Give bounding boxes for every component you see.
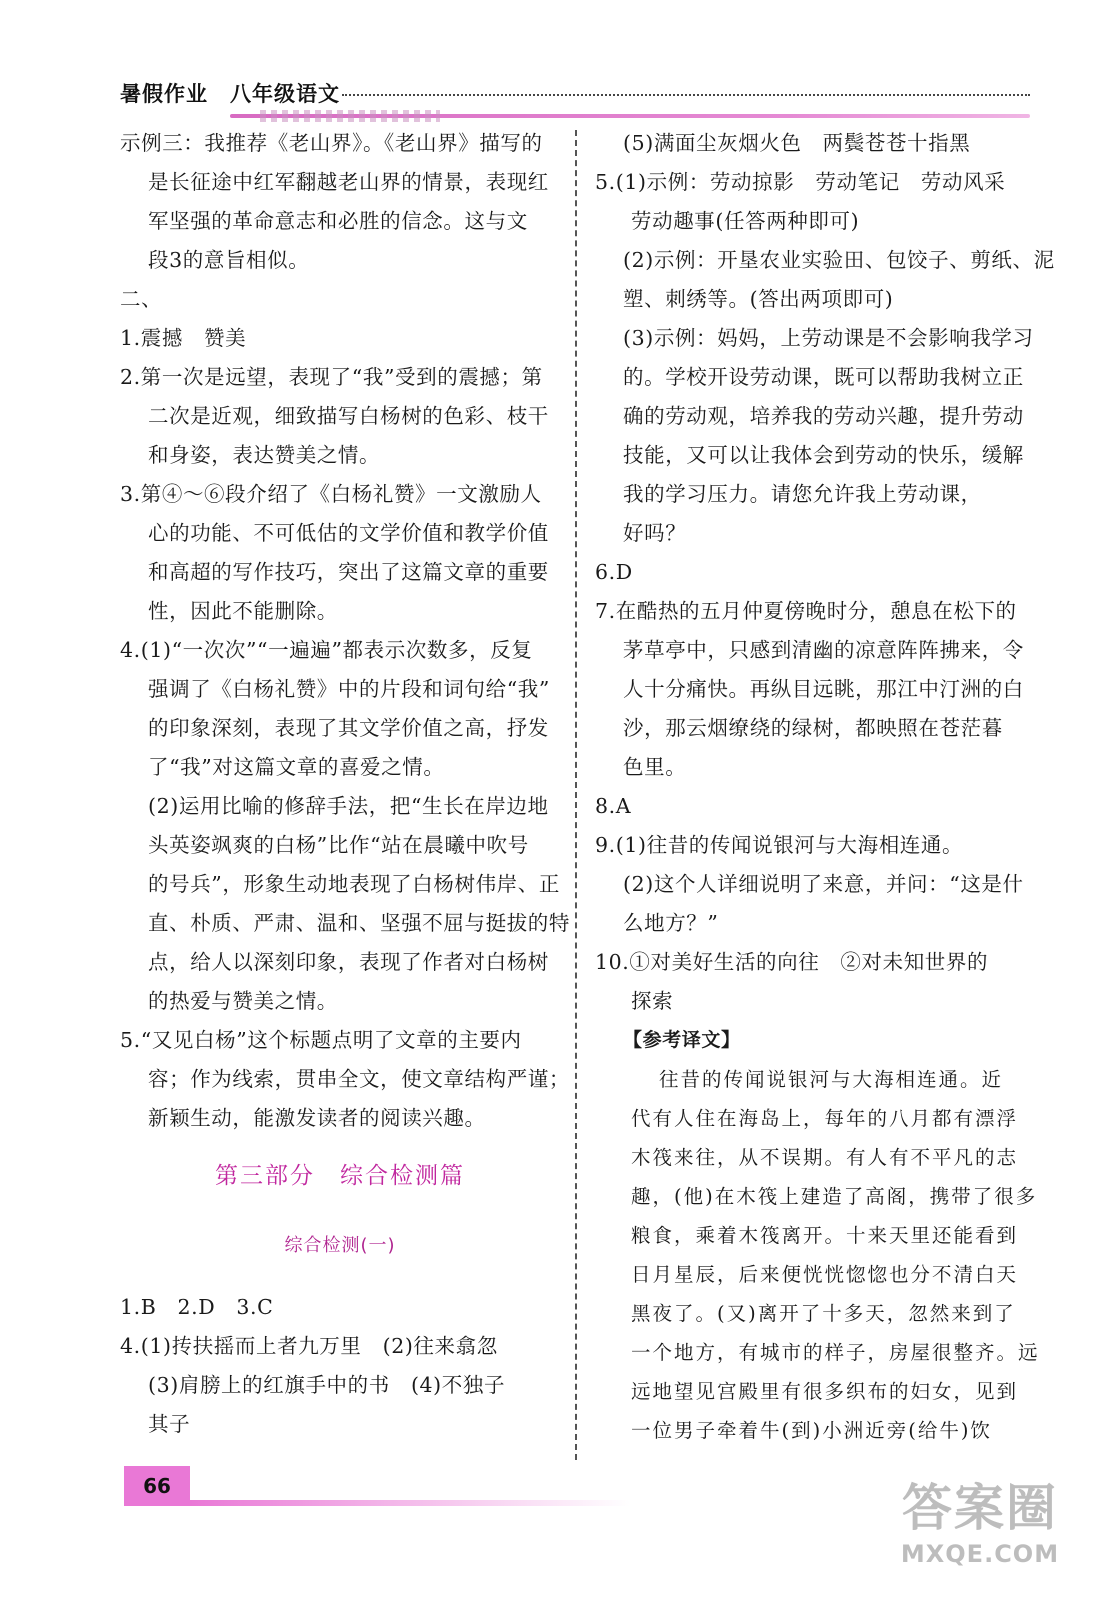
text-line: (3)肩膀上的红旗手中的书 (4)不独子 bbox=[148, 1373, 506, 1397]
translation-line: 粮食，乘着木筏离开。十来天里还能看到 bbox=[631, 1224, 1019, 1247]
text-line: 确的劳动观，培养我的劳动兴趣，提升劳动 bbox=[623, 404, 1024, 428]
translation-line: 一位男子牵着牛(到)小洲近旁(给牛)饮 bbox=[631, 1419, 992, 1442]
section-marker: 二、 bbox=[120, 287, 163, 311]
text-line: 和高超的写作技巧，突出了这篇文章的重要 bbox=[148, 560, 549, 584]
answer-item: 1.B 2.D 3.C bbox=[120, 1295, 274, 1319]
answer-item: 6.D bbox=[595, 560, 633, 584]
text-line: 是长征途中红军翻越老山界的情景，表现红 bbox=[148, 170, 549, 194]
answer-item: 8.A bbox=[595, 794, 632, 818]
text-line: 段3的意旨相似。 bbox=[148, 248, 310, 272]
text-line: 新颖生动，能激发读者的阅读兴趣。 bbox=[148, 1106, 486, 1130]
text-line: 人十分痛快。再纵目远眺，那江中汀洲的白 bbox=[623, 677, 1024, 701]
text-line: 探索 bbox=[631, 989, 674, 1013]
answer-item: 5.“又见白杨”这个标题点明了文章的主要内 bbox=[120, 1028, 522, 1052]
answer-item: 7.在酷热的五月仲夏傍晚时分，憩息在松下的 bbox=[595, 599, 1017, 623]
header-dotted-rule bbox=[342, 94, 1030, 96]
text-line: 塑、刺绣等。(答出两项即可) bbox=[623, 287, 894, 311]
answer-item: 2.第一次是远望，表现了“我”受到的震撼；第 bbox=[120, 365, 543, 389]
header-pattern bbox=[260, 110, 440, 122]
text-line: 和身姿，表达赞美之情。 bbox=[148, 443, 381, 467]
column-divider bbox=[575, 130, 577, 1460]
text-line: 直、朴质、严肃、温和、坚强不屈与挺拔的特 bbox=[148, 911, 570, 935]
text-line: 二次是近观，细致描写白杨树的色彩、枝干 bbox=[148, 404, 549, 428]
text-line: 其子 bbox=[148, 1412, 191, 1436]
text-line: 茅草亭中，只感到清幽的凉意阵阵拂来，令 bbox=[623, 638, 1024, 662]
answer-item: 9.(1)往昔的传闻说银河与大海相连通。 bbox=[595, 833, 964, 857]
translation-line: 代有人住在海岛上，每年的八月都有漂浮 bbox=[631, 1107, 1019, 1130]
left-column bbox=[120, 124, 570, 1444]
text-line: 的印象深刻，表现了其文学价值之高，抒发 bbox=[148, 716, 549, 740]
text-line: 的号兵”，形象生动地表现了白杨树伟岸、正 bbox=[148, 872, 560, 896]
answer-item: 1.震撼 赞美 bbox=[120, 326, 247, 350]
text-line: 我的学习压力。请您允许我上劳动课， bbox=[623, 482, 982, 506]
text-line: 技能，又可以让我体会到劳动的快乐，缓解 bbox=[623, 443, 1024, 467]
header-decor-bar bbox=[120, 110, 1030, 124]
text-line: 么地方？” bbox=[623, 911, 719, 935]
text-line: 示例三：我推荐《老山界》。《老山界》描写的 bbox=[120, 131, 543, 155]
right-column bbox=[595, 124, 1055, 1450]
translation-line: 木筏来往，从不误期。有人有不平凡的志 bbox=[631, 1146, 1019, 1169]
text-line: 性，因此不能删除。 bbox=[148, 599, 338, 623]
header-title: 暑假作业 八年级语文 bbox=[120, 82, 340, 106]
text-line: 强调了《白杨礼赞》中的片段和词句给“我” bbox=[148, 677, 550, 701]
translation-line: 黑夜了。(又)离开了十多天，忽然来到了 bbox=[631, 1302, 1016, 1325]
answer-item: 10.①对美好生活的向往 ②对未知世界的 bbox=[595, 950, 989, 974]
answer-item: 4.(1)“一次次”“一遍遍”都表示次数多，反复 bbox=[120, 638, 533, 662]
text-line: (5)满面尘灰烟火色 两鬓苍苍十指黑 bbox=[623, 131, 971, 155]
translation-line: 往昔的传闻说银河与大海相连通。近 bbox=[659, 1068, 1004, 1091]
text-line: 沙，那云烟缭绕的绿树，都映照在苍茫暮 bbox=[623, 716, 1003, 740]
text-line: 的热爱与赞美之情。 bbox=[148, 989, 338, 1013]
watermark bbox=[895, 1478, 1065, 1586]
watermark-logo: 答案圈 bbox=[902, 1479, 1058, 1537]
answer-item: 5.(1)示例：劳动掠影 劳动笔记 劳动风采 bbox=[595, 170, 1006, 194]
translation-line: 一个地方，有城市的样子，房屋很整齐。远 bbox=[631, 1341, 1040, 1364]
page-number: 66 bbox=[124, 1466, 190, 1506]
footer-rule bbox=[190, 1500, 630, 1506]
section-title: 第三部分 综合检测篇 bbox=[215, 1163, 465, 1189]
sub-title: 综合检测(一) bbox=[284, 1235, 396, 1256]
text-line: 头英姿飒爽的白杨”比作“站在晨曦中吹号 bbox=[148, 833, 529, 857]
text-line: (2)这个人详细说明了来意，并问：“这是什 bbox=[623, 872, 1024, 896]
watermark-site: MXQE.COM bbox=[900, 1540, 1060, 1568]
text-line: (3)示例：妈妈，上劳动课是不会影响我学习 bbox=[623, 326, 1034, 350]
text-line: 好吗？ bbox=[623, 521, 687, 545]
translation-line: 趣，(他)在木筏上建造了高阁，携带了很多 bbox=[631, 1185, 1038, 1208]
text-line: 容；作为线索，贯串全文，使文章结构严谨； bbox=[148, 1067, 570, 1091]
text-line: 心的功能、不可低估的文学价值和教学价值 bbox=[148, 521, 549, 545]
text-line: 了“我”对这篇文章的喜爱之情。 bbox=[148, 755, 445, 779]
page-header bbox=[120, 76, 1030, 110]
text-line: 的。学校开设劳动课，既可以帮助我树立正 bbox=[623, 365, 1024, 389]
text-line: 点，给人以深刻印象，表现了作者对白杨树 bbox=[148, 950, 549, 974]
text-line: (2)运用比喻的修辞手法，把“生长在岸边地 bbox=[148, 794, 549, 818]
text-line: 色里。 bbox=[623, 755, 687, 779]
text-line: (2)示例：开垦农业实验田、包饺子、剪纸、泥 bbox=[623, 248, 1055, 272]
text-line: 军坚强的革命意志和必胜的信念。这与文 bbox=[148, 209, 528, 233]
reference-title: 【参考译文】 bbox=[623, 1029, 741, 1051]
translation-line: 远地望见宫殿里有很多织布的妇女，见到 bbox=[631, 1380, 1019, 1403]
answer-item: 4.(1)抟扶摇而上者九万里 (2)往来翕忽 bbox=[120, 1334, 498, 1358]
text-line: 劳动趣事(任答两种即可) bbox=[631, 209, 860, 233]
translation-line: 日月星辰，后来便恍恍惚惚也分不清白天 bbox=[631, 1263, 1019, 1286]
answer-item: 3.第④～⑥段介绍了《白杨礼赞》一文激励人 bbox=[120, 482, 542, 506]
